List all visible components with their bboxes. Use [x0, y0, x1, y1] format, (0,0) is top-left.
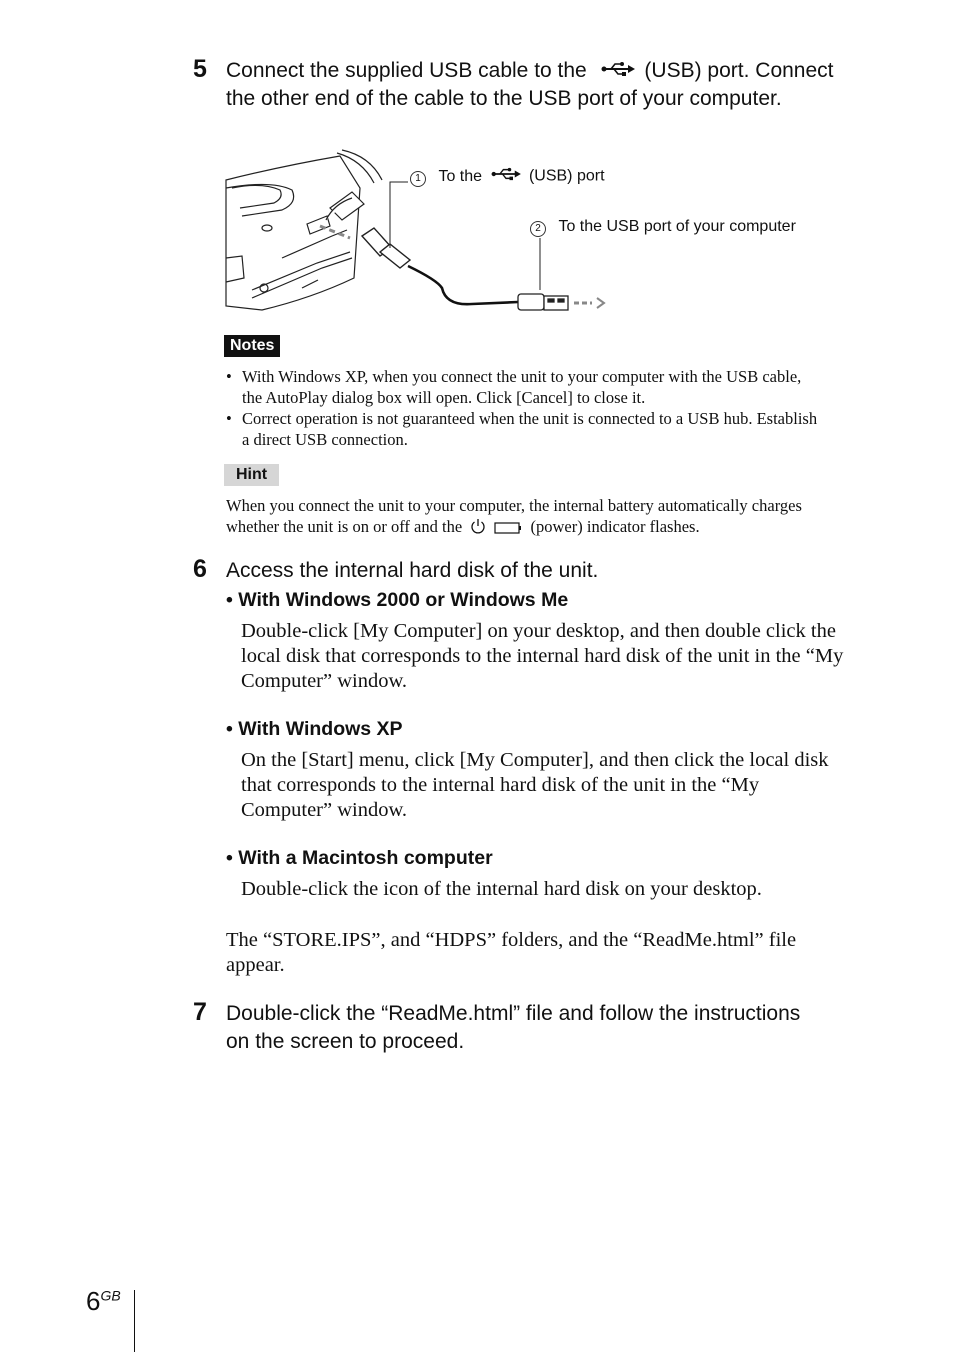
step-6-number: 6 [193, 555, 207, 583]
note-1-line1: With Windows XP, when you connect the unit to your computer with the USB cable, [242, 367, 802, 386]
callout-2 [530, 218, 796, 237]
section-line: Double-click the icon of the internal hard disk on your desktop. [241, 878, 762, 900]
hint-label: Hint [224, 464, 279, 486]
step-7-text [226, 1000, 886, 1056]
step-6-text: Access the internal hard disk of the unit. [226, 559, 599, 582]
section-line: Computer” window. [241, 670, 408, 692]
result-line2: appear. [226, 954, 285, 976]
step-5-text [226, 57, 886, 113]
list-item: • Correct operation is not guaranteed when the unit is connected to a USB hub. Establish a direct USB connection. [226, 409, 818, 449]
result-line1: The “STORE.IPS”, and “HDPS” folders, and the “ReadMe.html” file [226, 929, 797, 951]
step-7-line2: on the screen to proceed. [226, 1030, 465, 1053]
section-windows-2000-me [226, 589, 876, 694]
step-5-line1-pre: Connect the supplied USB cable to the [226, 59, 587, 82]
section-line: Double-click [My Computer] on your desktop, and then double click the [241, 620, 836, 642]
page-number-value: 6 [86, 1286, 101, 1316]
callout-1-pre: To the [438, 167, 483, 185]
section-heading: • With a Macintosh computer [226, 847, 493, 869]
usb-icon [491, 167, 521, 186]
callout-2-text: To the USB port of your computer [558, 218, 796, 235]
footer-divider [134, 1290, 135, 1352]
step-7-line1: Double-click the “ReadMe.html” file and follow the instructions [226, 1002, 801, 1025]
notes-list [226, 366, 876, 450]
hint-line2-pre: whether the unit is on or off and the [226, 517, 463, 536]
section-line: On the [Start] menu, click [My Computer], and then click the local disk [241, 749, 829, 771]
notes-label: Notes [224, 335, 280, 357]
section-line: that corresponds to the internal hard disk of the unit in the “My [241, 774, 760, 796]
section-windows-xp [226, 718, 876, 823]
usb-icon [601, 57, 635, 85]
step-5-line1-post: (USB) port. Connect [644, 59, 834, 82]
step-7-number: 7 [193, 998, 207, 1026]
note-2-line2: a direct USB connection. [242, 430, 408, 449]
hint-text [226, 495, 876, 539]
section-line: local disk that corresponds to the internal hard disk of the unit in the “My [241, 645, 844, 667]
section-heading: • With Windows XP [226, 718, 403, 740]
callout-1 [410, 167, 605, 187]
usb-connection-figure [222, 148, 842, 323]
section-heading-text: With Windows XP [238, 718, 403, 740]
battery-icon [494, 518, 522, 539]
list-item: • With Windows XP, when you connect the unit to your computer with the USB cable, the AutoPlay dialog box will open. Click [Cancel] to close it. [226, 367, 802, 407]
page-number-suffix: GB [100, 1287, 121, 1304]
callout-1-post: (USB) port [528, 167, 605, 185]
section-heading-text: With a Macintosh computer [238, 847, 493, 869]
step-5-number: 5 [193, 55, 207, 83]
section-line: Computer” window. [241, 799, 408, 821]
step-6-result [226, 928, 876, 978]
hint-line2 [226, 516, 876, 539]
section-macintosh [226, 847, 876, 902]
step-5-line2: the other end of the cable to the USB port of your computer. [226, 87, 782, 111]
step-6-sections [226, 589, 876, 902]
page-number [86, 1286, 121, 1317]
note-2-line1: Correct operation is not guaranteed when the unit is connected to a USB hub. Establish [242, 409, 818, 428]
section-heading: • With Windows 2000 or Windows Me [226, 589, 569, 611]
note-1-line2: the AutoPlay dialog box will open. Click [Cancel] to close it. [242, 388, 646, 407]
callout-1-number: 1 [410, 171, 426, 187]
hint-line1: When you connect the unit to your computer, the internal battery automatically charges [226, 496, 802, 515]
section-heading-text: With Windows 2000 or Windows Me [238, 589, 569, 611]
hint-line2-post: (power) indicator flashes. [530, 517, 700, 536]
power-icon [470, 518, 486, 539]
callout-2-number: 2 [530, 221, 546, 237]
